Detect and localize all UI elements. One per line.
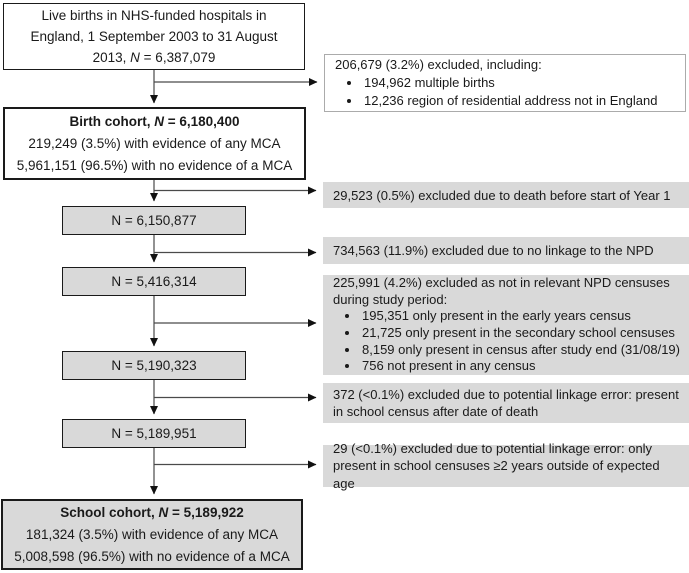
live-births-line-2: England, 1 September 2003 to 31 August bbox=[30, 29, 278, 44]
exclusion-box-multiple-births bbox=[324, 54, 686, 112]
live-births-line-3: 2013, N = 6,387,079 bbox=[92, 50, 216, 65]
birth-cohort-no-mca: 5,961,151 (96.5%) with no evidence of a MCA bbox=[16, 157, 293, 173]
exclusion-box-linkage-error-age bbox=[323, 440, 689, 491]
birth-cohort-box bbox=[3, 107, 306, 180]
exclusion-4-text: 225,991 (4.2%) excluded as not in relevant NPD censuses during study period: bbox=[333, 275, 670, 307]
exclusion-1-bullets bbox=[335, 74, 680, 110]
exclusion-2-text: 29,523 (0.5%) excluded due to death before start of Year 1 bbox=[333, 187, 671, 203]
exclusion-4-bullet: • 756 not present in any census bbox=[360, 358, 684, 375]
live-births-line-1: Live births in NHS-funded hospitals in bbox=[41, 8, 267, 23]
n-box-3-value: N = 5,190,323 bbox=[111, 358, 197, 373]
exclusion-1-bullet: • 12,236 region of residential address not in England bbox=[362, 92, 680, 110]
birth-cohort-heading: Birth cohort, N = 6,180,400 bbox=[69, 113, 240, 129]
n-box-2 bbox=[62, 267, 246, 296]
exclusion-4-bullet: • 21,725 only present in the secondary school censuses bbox=[360, 325, 684, 342]
n-box-3 bbox=[62, 351, 246, 380]
exclusion-box-death-before-year1 bbox=[323, 182, 689, 208]
exclusion-1-text: 206,679 (3.2%) excluded, including: bbox=[335, 57, 542, 72]
exclusion-4-bullet: • 195,351 only present in the early years census bbox=[360, 308, 684, 325]
exclusion-box-linkage-error-death bbox=[323, 383, 689, 423]
exclusion-3-text: 734,563 (11.9%) excluded due to no linkage to the NPD bbox=[333, 243, 654, 258]
exclusion-6-text: 29 (<0.1%) excluded due to potential linkage error: only present in school censuses ≥2 years outside of expected age bbox=[333, 440, 660, 491]
exclusion-box-not-in-censuses bbox=[323, 275, 689, 375]
n-box-2-value: N = 5,416,314 bbox=[111, 274, 197, 289]
exclusion-4-bullet: • 8,159 only present in census after study end (31/08/19) bbox=[360, 342, 684, 359]
exclusion-1-bullet: • 194,962 multiple births bbox=[362, 74, 680, 92]
n-box-1-value: N = 6,150,877 bbox=[111, 213, 197, 228]
n-box-1 bbox=[62, 206, 246, 235]
school-cohort-no-mca: 5,008,598 (96.5%) with no evidence of a MCA bbox=[14, 548, 290, 564]
exclusion-5-text: 372 (<0.1%) excluded due to potential linkage error: present in school census after date of death bbox=[333, 386, 679, 419]
school-cohort-box bbox=[1, 499, 303, 570]
exclusion-box-no-npd-linkage bbox=[323, 237, 689, 264]
live-births-box bbox=[3, 3, 305, 70]
exclusion-4-bullets bbox=[333, 308, 684, 374]
school-cohort-any-mca: 181,324 (3.5%) with evidence of any MCA bbox=[25, 526, 279, 542]
n-box-4-value: N = 5,189,951 bbox=[111, 426, 197, 441]
school-cohort-heading: School cohort, N = 5,189,922 bbox=[60, 504, 244, 520]
birth-cohort-any-mca: 219,249 (3.5%) with evidence of any MCA bbox=[28, 135, 281, 151]
n-box-4 bbox=[62, 419, 246, 448]
